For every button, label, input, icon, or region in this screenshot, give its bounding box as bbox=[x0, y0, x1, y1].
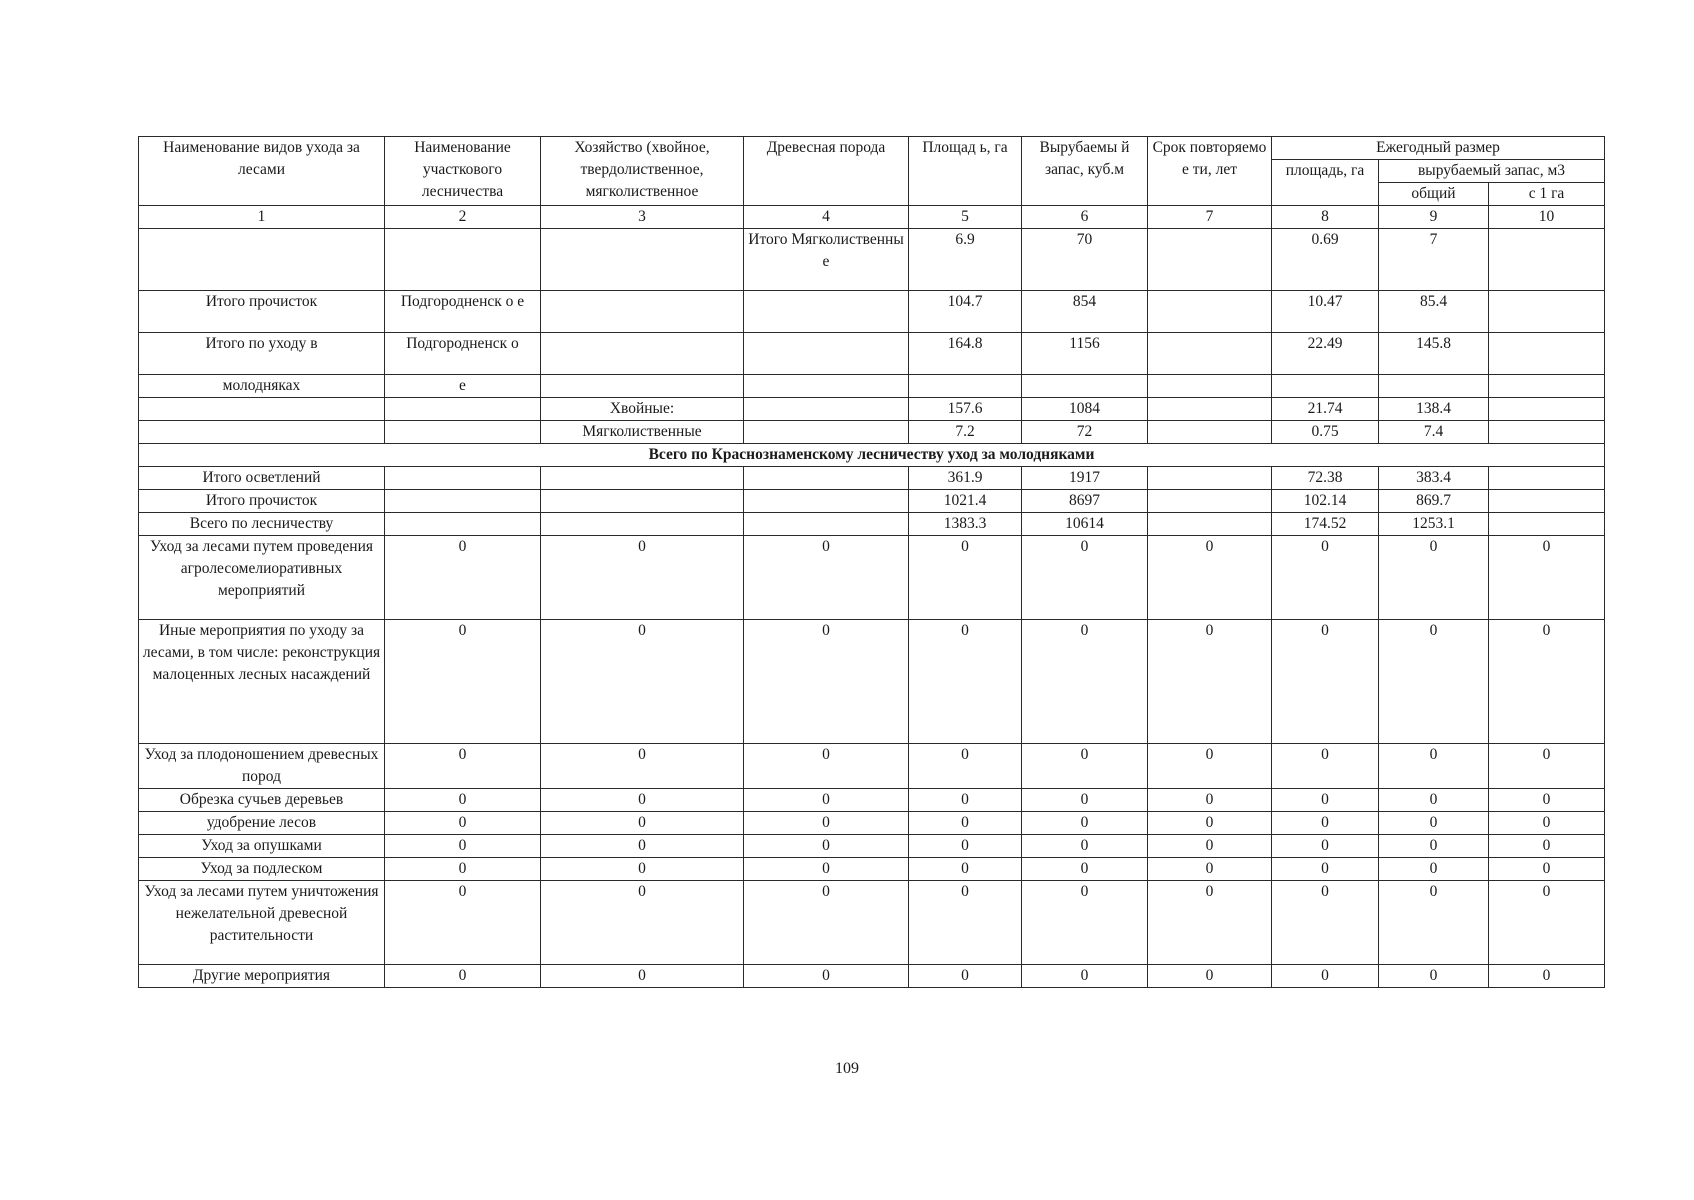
column-number: 1 bbox=[139, 206, 385, 229]
section-title: Всего по Краснознаменскому лесничеству уход за молодняками bbox=[139, 444, 1605, 467]
species-cell bbox=[744, 375, 909, 398]
forestry-cell: 0 bbox=[385, 835, 541, 858]
farm-cell: 0 bbox=[541, 835, 744, 858]
header-stock: Вырубаемы й запас, куб.м bbox=[1022, 137, 1148, 206]
annual-area-cell: 0 bbox=[1272, 536, 1379, 620]
table-row bbox=[139, 835, 1605, 858]
per-ha-cell: 0 bbox=[1489, 744, 1605, 789]
table-row bbox=[139, 229, 1605, 291]
annual-total-cell: 7 bbox=[1379, 229, 1489, 291]
area-cell: 157.6 bbox=[909, 398, 1022, 421]
area-cell: 1021.4 bbox=[909, 490, 1022, 513]
farm-cell: Мягколиственные bbox=[541, 421, 744, 444]
per-ha-cell bbox=[1489, 291, 1605, 333]
farm-cell: 0 bbox=[541, 812, 744, 835]
annual-total-cell: 0 bbox=[1379, 965, 1489, 988]
table-row bbox=[139, 467, 1605, 490]
annual-total-cell: 0 bbox=[1379, 881, 1489, 965]
care-type-cell: Итого прочисток bbox=[139, 490, 385, 513]
annual-total-cell: 0 bbox=[1379, 835, 1489, 858]
column-number: 3 bbox=[541, 206, 744, 229]
area-cell: 0 bbox=[909, 858, 1022, 881]
care-type-cell: Уход за лесами путем проведения агролесомелиоративных мероприятий bbox=[139, 536, 385, 620]
annual-area-cell: 0 bbox=[1272, 620, 1379, 744]
annual-area-cell: 0 bbox=[1272, 881, 1379, 965]
annual-total-cell: 0 bbox=[1379, 812, 1489, 835]
annual-area-cell: 0.69 bbox=[1272, 229, 1379, 291]
care-type-cell: Всего по лесничеству bbox=[139, 513, 385, 536]
stock-cell: 1156 bbox=[1022, 333, 1148, 375]
stock-cell: 0 bbox=[1022, 835, 1148, 858]
annual-total-cell: 0 bbox=[1379, 744, 1489, 789]
annual-total-cell: 0 bbox=[1379, 789, 1489, 812]
header-total: общий bbox=[1379, 183, 1489, 206]
per-ha-cell: 0 bbox=[1489, 620, 1605, 744]
column-number: 10 bbox=[1489, 206, 1605, 229]
area-cell: 7.2 bbox=[909, 421, 1022, 444]
care-type-cell bbox=[139, 229, 385, 291]
area-cell: 0 bbox=[909, 812, 1022, 835]
forestry-cell bbox=[385, 229, 541, 291]
header-forestry: Наименование участкового лесничества bbox=[385, 137, 541, 206]
area-cell: 6.9 bbox=[909, 229, 1022, 291]
annual-area-cell: 0 bbox=[1272, 744, 1379, 789]
period-cell: 0 bbox=[1148, 835, 1272, 858]
annual-area-cell: 102.14 bbox=[1272, 490, 1379, 513]
area-cell: 0 bbox=[909, 835, 1022, 858]
forestry-cell: 0 bbox=[385, 965, 541, 988]
table-row bbox=[139, 536, 1605, 620]
forestry-cell bbox=[385, 513, 541, 536]
farm-cell bbox=[541, 513, 744, 536]
species-cell bbox=[744, 333, 909, 375]
per-ha-cell bbox=[1489, 421, 1605, 444]
per-ha-cell: 0 bbox=[1489, 812, 1605, 835]
column-number: 7 bbox=[1148, 206, 1272, 229]
header-period: Срок повторяемо е ти, лет bbox=[1148, 137, 1272, 206]
farm-cell: 0 bbox=[541, 789, 744, 812]
annual-total-cell: 383.4 bbox=[1379, 467, 1489, 490]
farm-cell bbox=[541, 490, 744, 513]
care-type-cell: Итого прочисток bbox=[139, 291, 385, 333]
period-cell bbox=[1148, 229, 1272, 291]
care-type-cell: Уход за лесами путем уничтожения нежелательной древесной растительности bbox=[139, 881, 385, 965]
per-ha-cell bbox=[1489, 375, 1605, 398]
species-cell bbox=[744, 513, 909, 536]
annual-total-cell: 0 bbox=[1379, 536, 1489, 620]
table-row bbox=[139, 620, 1605, 744]
annual-area-cell: 0 bbox=[1272, 812, 1379, 835]
header-per-ha: с 1 га bbox=[1489, 183, 1605, 206]
farm-cell: Хвойные: bbox=[541, 398, 744, 421]
period-cell bbox=[1148, 291, 1272, 333]
stock-cell: 854 bbox=[1022, 291, 1148, 333]
column-number: 8 bbox=[1272, 206, 1379, 229]
per-ha-cell bbox=[1489, 333, 1605, 375]
care-type-cell: Обрезка сучьев деревьев bbox=[139, 789, 385, 812]
stock-cell: 72 bbox=[1022, 421, 1148, 444]
care-type-cell: молодняках bbox=[139, 375, 385, 398]
annual-total-cell: 145.8 bbox=[1379, 333, 1489, 375]
area-cell: 0 bbox=[909, 620, 1022, 744]
stock-cell: 0 bbox=[1022, 881, 1148, 965]
farm-cell bbox=[541, 229, 744, 291]
forestry-cell: 0 bbox=[385, 881, 541, 965]
forestry-cell: 0 bbox=[385, 620, 541, 744]
forestry-cell: 0 bbox=[385, 858, 541, 881]
species-cell bbox=[744, 467, 909, 490]
species-cell bbox=[744, 421, 909, 444]
species-cell bbox=[744, 398, 909, 421]
period-cell: 0 bbox=[1148, 812, 1272, 835]
period-cell bbox=[1148, 467, 1272, 490]
farm-cell: 0 bbox=[541, 620, 744, 744]
annual-area-cell: 22.49 bbox=[1272, 333, 1379, 375]
care-type-cell: Уход за опушками bbox=[139, 835, 385, 858]
forestry-cell bbox=[385, 490, 541, 513]
annual-total-cell: 138.4 bbox=[1379, 398, 1489, 421]
annual-total-cell: 7.4 bbox=[1379, 421, 1489, 444]
annual-total-cell bbox=[1379, 375, 1489, 398]
header-farm: Хозяйство (хвойное, твердолиственное, мягколиственное bbox=[541, 137, 744, 206]
species-cell: 0 bbox=[744, 858, 909, 881]
annual-area-cell: 21.74 bbox=[1272, 398, 1379, 421]
section-row bbox=[139, 444, 1605, 467]
area-cell: 0 bbox=[909, 881, 1022, 965]
stock-cell bbox=[1022, 375, 1148, 398]
table-row bbox=[139, 965, 1605, 988]
period-cell bbox=[1148, 398, 1272, 421]
care-type-cell: Итого осветлений bbox=[139, 467, 385, 490]
forest-care-table bbox=[138, 136, 1605, 988]
forestry-cell: Подгородненск о bbox=[385, 333, 541, 375]
period-cell bbox=[1148, 490, 1272, 513]
stock-cell: 10614 bbox=[1022, 513, 1148, 536]
stock-cell: 0 bbox=[1022, 620, 1148, 744]
species-cell bbox=[744, 490, 909, 513]
annual-area-cell: 0 bbox=[1272, 835, 1379, 858]
forestry-cell: 0 bbox=[385, 812, 541, 835]
forestry-cell bbox=[385, 421, 541, 444]
table-row bbox=[139, 291, 1605, 333]
species-cell bbox=[744, 291, 909, 333]
care-type-cell: удобрение лесов bbox=[139, 812, 385, 835]
table-row bbox=[139, 513, 1605, 536]
table-row bbox=[139, 858, 1605, 881]
species-cell: 0 bbox=[744, 835, 909, 858]
annual-area-cell: 0.75 bbox=[1272, 421, 1379, 444]
column-number-row bbox=[139, 206, 1605, 229]
farm-cell bbox=[541, 333, 744, 375]
annual-area-cell: 0 bbox=[1272, 858, 1379, 881]
farm-cell: 0 bbox=[541, 858, 744, 881]
page-number: 109 bbox=[835, 1060, 859, 1077]
period-cell bbox=[1148, 333, 1272, 375]
farm-cell: 0 bbox=[541, 965, 744, 988]
area-cell bbox=[909, 375, 1022, 398]
care-type-cell: Другие мероприятия bbox=[139, 965, 385, 988]
header-stock-group: вырубаемый запас, м3 bbox=[1379, 160, 1605, 183]
column-number: 4 bbox=[744, 206, 909, 229]
area-cell: 0 bbox=[909, 789, 1022, 812]
period-cell: 0 bbox=[1148, 620, 1272, 744]
column-number: 6 bbox=[1022, 206, 1148, 229]
period-cell: 0 bbox=[1148, 858, 1272, 881]
per-ha-cell: 0 bbox=[1489, 789, 1605, 812]
stock-cell: 0 bbox=[1022, 858, 1148, 881]
area-cell: 0 bbox=[909, 744, 1022, 789]
table-row bbox=[139, 421, 1605, 444]
annual-area-cell bbox=[1272, 375, 1379, 398]
stock-cell: 0 bbox=[1022, 536, 1148, 620]
stock-cell: 0 bbox=[1022, 789, 1148, 812]
column-number: 5 bbox=[909, 206, 1022, 229]
area-cell: 0 bbox=[909, 965, 1022, 988]
care-type-cell: Иные мероприятия по уходу за лесами, в том числе: реконструкция малоценных лесных насаждений bbox=[139, 620, 385, 744]
header-annual-group: Ежегодный размер bbox=[1272, 137, 1605, 160]
care-type-cell: Уход за подлеском bbox=[139, 858, 385, 881]
header-annual-area: площадь, га bbox=[1272, 160, 1379, 206]
forestry-cell bbox=[385, 398, 541, 421]
stock-cell: 70 bbox=[1022, 229, 1148, 291]
area-cell: 0 bbox=[909, 536, 1022, 620]
period-cell bbox=[1148, 513, 1272, 536]
per-ha-cell bbox=[1489, 229, 1605, 291]
period-cell: 0 bbox=[1148, 965, 1272, 988]
annual-total-cell: 0 bbox=[1379, 620, 1489, 744]
forestry-cell: 0 bbox=[385, 536, 541, 620]
annual-total-cell: 85.4 bbox=[1379, 291, 1489, 333]
table-row bbox=[139, 812, 1605, 835]
table-row bbox=[139, 789, 1605, 812]
period-cell bbox=[1148, 375, 1272, 398]
column-number: 2 bbox=[385, 206, 541, 229]
forestry-cell: Подгородненск о е bbox=[385, 291, 541, 333]
table-row bbox=[139, 375, 1605, 398]
area-cell: 104.7 bbox=[909, 291, 1022, 333]
farm-cell bbox=[541, 291, 744, 333]
per-ha-cell bbox=[1489, 513, 1605, 536]
annual-area-cell: 10.47 bbox=[1272, 291, 1379, 333]
table-row bbox=[139, 744, 1605, 789]
stock-cell: 8697 bbox=[1022, 490, 1148, 513]
stock-cell: 0 bbox=[1022, 965, 1148, 988]
annual-area-cell: 0 bbox=[1272, 789, 1379, 812]
annual-total-cell: 0 bbox=[1379, 858, 1489, 881]
species-cell: 0 bbox=[744, 536, 909, 620]
annual-area-cell: 72.38 bbox=[1272, 467, 1379, 490]
table-row bbox=[139, 333, 1605, 375]
stock-cell: 1917 bbox=[1022, 467, 1148, 490]
table-body-bottom bbox=[139, 467, 1605, 988]
forestry-cell: е bbox=[385, 375, 541, 398]
species-cell: 0 bbox=[744, 965, 909, 988]
care-type-cell bbox=[139, 398, 385, 421]
species-cell: Итого Мягколиственны е bbox=[744, 229, 909, 291]
care-type-cell: Итого по уходу в bbox=[139, 333, 385, 375]
care-type-cell bbox=[139, 421, 385, 444]
per-ha-cell: 0 bbox=[1489, 536, 1605, 620]
table-body-top bbox=[139, 229, 1605, 444]
area-cell: 1383.3 bbox=[909, 513, 1022, 536]
forestry-cell: 0 bbox=[385, 744, 541, 789]
species-cell: 0 bbox=[744, 881, 909, 965]
column-number: 9 bbox=[1379, 206, 1489, 229]
per-ha-cell: 0 bbox=[1489, 858, 1605, 881]
area-cell: 361.9 bbox=[909, 467, 1022, 490]
per-ha-cell: 0 bbox=[1489, 965, 1605, 988]
per-ha-cell bbox=[1489, 467, 1605, 490]
farm-cell bbox=[541, 467, 744, 490]
header-care-type: Наименование видов ухода за лесами bbox=[139, 137, 385, 206]
annual-area-cell: 0 bbox=[1272, 965, 1379, 988]
per-ha-cell: 0 bbox=[1489, 835, 1605, 858]
annual-total-cell: 869.7 bbox=[1379, 490, 1489, 513]
per-ha-cell bbox=[1489, 490, 1605, 513]
farm-cell: 0 bbox=[541, 881, 744, 965]
annual-total-cell: 1253.1 bbox=[1379, 513, 1489, 536]
stock-cell: 0 bbox=[1022, 812, 1148, 835]
period-cell: 0 bbox=[1148, 744, 1272, 789]
area-cell: 164.8 bbox=[909, 333, 1022, 375]
header-area: Площад ь, га bbox=[909, 137, 1022, 206]
period-cell: 0 bbox=[1148, 881, 1272, 965]
species-cell: 0 bbox=[744, 812, 909, 835]
forestry-cell: 0 bbox=[385, 789, 541, 812]
species-cell: 0 bbox=[744, 744, 909, 789]
header-species: Древесная порода bbox=[744, 137, 909, 206]
period-cell: 0 bbox=[1148, 536, 1272, 620]
forestry-cell bbox=[385, 467, 541, 490]
per-ha-cell: 0 bbox=[1489, 881, 1605, 965]
farm-cell bbox=[541, 375, 744, 398]
per-ha-cell bbox=[1489, 398, 1605, 421]
annual-area-cell: 174.52 bbox=[1272, 513, 1379, 536]
period-cell bbox=[1148, 421, 1272, 444]
farm-cell: 0 bbox=[541, 744, 744, 789]
species-cell: 0 bbox=[744, 620, 909, 744]
care-type-cell: Уход за плодоношением древесных пород bbox=[139, 744, 385, 789]
table-row bbox=[139, 398, 1605, 421]
stock-cell: 0 bbox=[1022, 744, 1148, 789]
table-row bbox=[139, 490, 1605, 513]
stock-cell: 1084 bbox=[1022, 398, 1148, 421]
table-row bbox=[139, 881, 1605, 965]
period-cell: 0 bbox=[1148, 789, 1272, 812]
section-row-group bbox=[139, 444, 1605, 467]
species-cell: 0 bbox=[744, 789, 909, 812]
farm-cell: 0 bbox=[541, 536, 744, 620]
